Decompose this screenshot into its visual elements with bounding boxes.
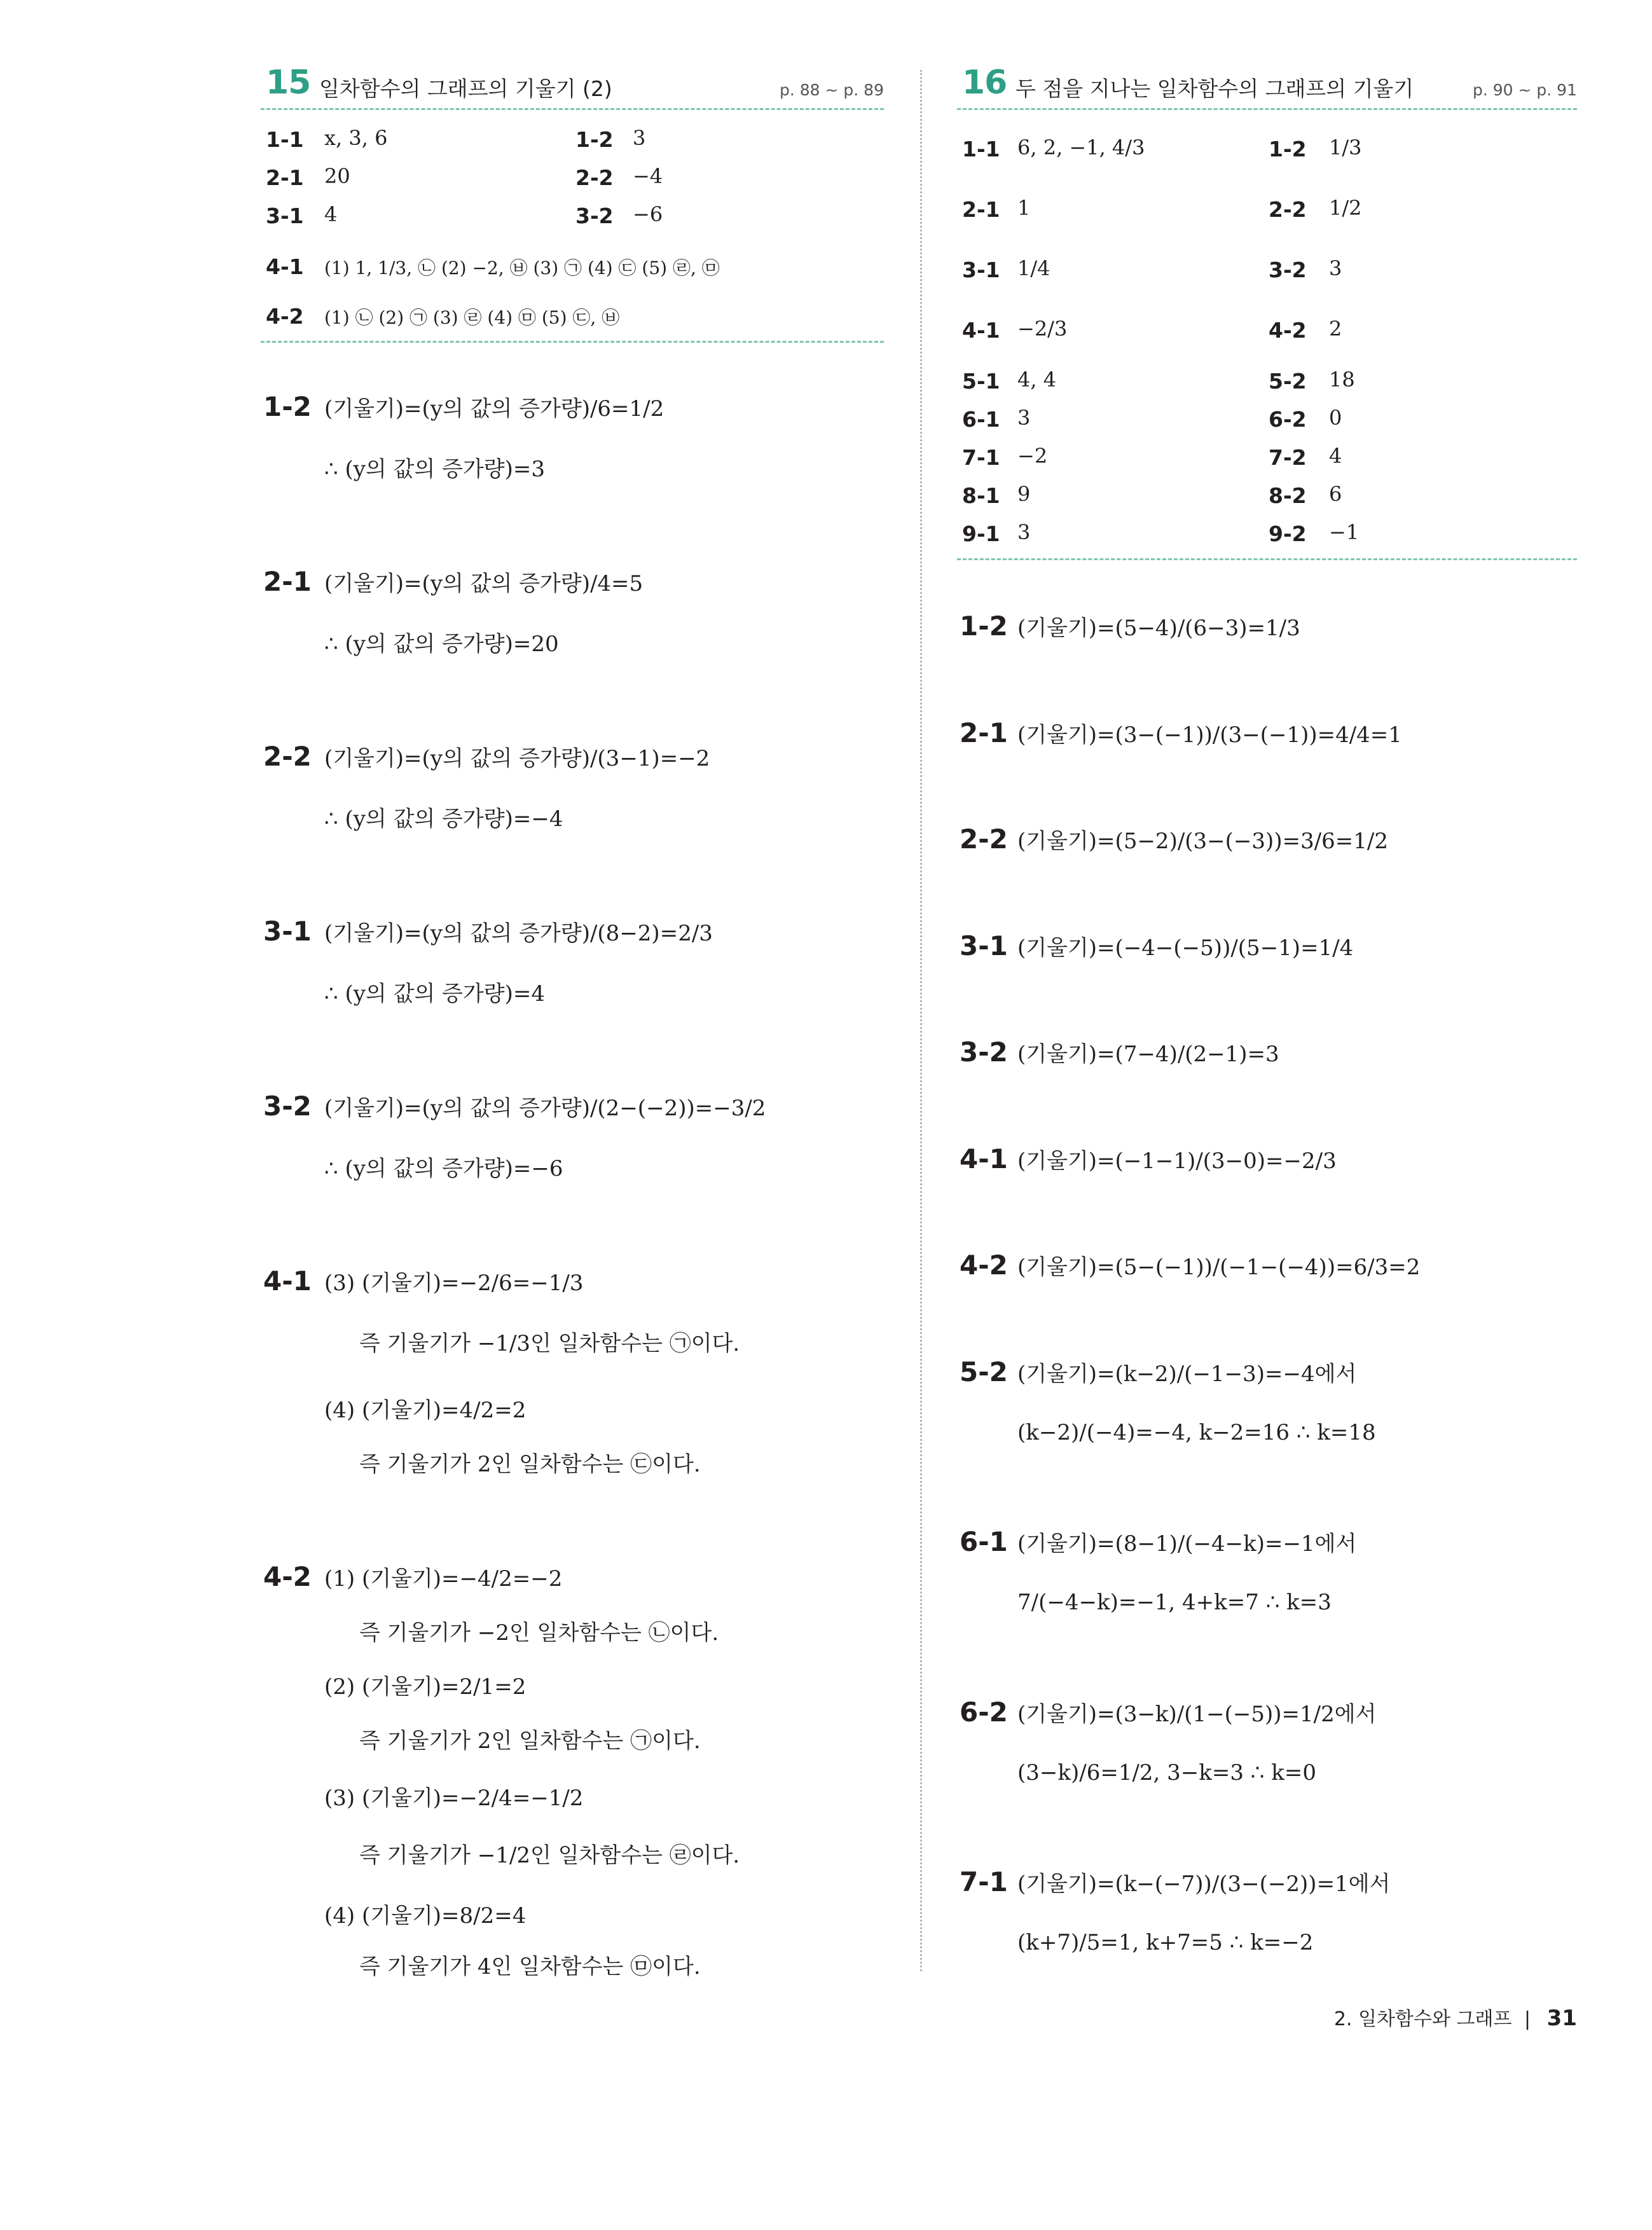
answer-label: 2-2 (575, 165, 614, 190)
solution-line: 즉 기울기가 −1/3인 일차함수는 ㉠이다. (359, 1331, 740, 1356)
answer-value: −4 (633, 164, 663, 188)
answer-value: 3 (1017, 520, 1031, 544)
solution-line: (k+7)/5=1, k+7=5 ∴ k=−2 (1017, 1930, 1314, 1955)
solution-line: (기울기)=(5−2)/(3−(−3))=3/6=1/2 (1017, 829, 1388, 854)
solution-line: (기울기)=(3−k)/(1−(−5))=1/2에서 (1017, 1702, 1377, 1727)
page-footer (1334, 2003, 1577, 2031)
column-divider (920, 70, 922, 1971)
answer-label: 1-2 (575, 127, 614, 152)
solution-line: ∴ (y의 값의 증가량)=3 (324, 457, 545, 482)
answers-divider (261, 341, 884, 343)
answer-label: 3-1 (266, 203, 304, 228)
chapter-title: 2. 일차함수와 그래프 (1333, 2008, 1512, 2030)
answer-value: 4 (324, 202, 338, 226)
answer-value: 4 (1329, 444, 1342, 468)
solution-line: 7/(−4−k)=−1, 4+k=7 ∴ k=3 (1017, 1590, 1332, 1615)
answer-label: 2-1 (962, 197, 1000, 222)
section-16-header (957, 64, 1577, 108)
solution-line: (기울기)=(k−(−7))/(3−(−2))=1에서 (1017, 1871, 1391, 1897)
solution-label: 4-1 (263, 1265, 312, 1297)
answer-label: 3-2 (1269, 258, 1307, 282)
solution-line: ∴ (y의 값의 증가량)=−6 (324, 1156, 563, 1181)
solution-label: 3-1 (263, 916, 312, 947)
solution-line: (4) (기울기)=4/2=2 (324, 1398, 527, 1423)
answer-label: 2-2 (1269, 197, 1307, 222)
answer-value: −6 (633, 202, 663, 226)
solution-label: 2-1 (263, 566, 312, 597)
answer-value: 18 (1329, 368, 1355, 392)
solution-line: (기울기)=(−1−1)/(3−0)=−2/3 (1017, 1148, 1337, 1174)
solution-line: 즉 기울기가 4인 일차함수는 ㉤이다. (359, 1954, 701, 1979)
solution-line: (기울기)=(−4−(−5))/(5−1)=1/4 (1017, 935, 1354, 961)
answer-value: 1/2 (1329, 196, 1362, 220)
answer-label: 4-2 (1269, 318, 1307, 343)
solution-label: 4-2 (960, 1249, 1008, 1281)
section-number: 16 (962, 64, 1007, 102)
answer-value: 4, 4 (1017, 368, 1057, 392)
solution-line: (기울기)=(7−4)/(2−1)=3 (1017, 1042, 1279, 1067)
answer-value: (1) 1, 1/3, ㉡ (2) −2, ㉥ (3) ㉠ (4) ㉢ (5) ㉣, ㉤ (324, 258, 720, 279)
solution-line: (1) (기울기)=−4/2=−2 (324, 1566, 563, 1592)
answer-value: 1 (1017, 196, 1031, 220)
answer-value: −2/3 (1017, 317, 1068, 341)
solution-line: ∴ (y의 값의 증가량)=20 (324, 631, 559, 657)
section-15-header (261, 64, 884, 108)
answer-label: 6-2 (1269, 407, 1307, 432)
solution-line: (기울기)=(y의 값의 증가량)/(2−(−2))=−3/2 (324, 1096, 766, 1121)
solution-label: 3-2 (960, 1036, 1008, 1068)
solution-line: (기울기)=(y의 값의 증가량)/(3−1)=−2 (324, 746, 710, 771)
answer-label: 4-2 (266, 304, 304, 329)
answer-label: 5-1 (962, 369, 1000, 394)
solution-line: (기울기)=(5−4)/(6−3)=1/3 (1017, 616, 1300, 641)
solution-label: 6-2 (960, 1697, 1008, 1728)
solution-label: 3-2 (263, 1091, 312, 1122)
answer-value: 20 (324, 164, 350, 188)
solution-line: (k−2)/(−4)=−4, k−2=16 ∴ k=18 (1017, 1420, 1376, 1445)
answer-label: 7-2 (1269, 445, 1307, 470)
solution-line: (3−k)/6=1/2, 3−k=3 ∴ k=0 (1017, 1760, 1316, 1786)
answer-label: 7-1 (962, 445, 1000, 470)
solution-line: (4) (기울기)=8/2=4 (324, 1903, 527, 1929)
answer-value: −2 (1017, 444, 1048, 468)
solution-line: (3) (기울기)=−2/4=−1/2 (324, 1786, 584, 1811)
answers-divider (957, 558, 1577, 560)
answer-value: 6 (1329, 482, 1342, 506)
page-reference: p. 90 ~ p. 91 (1473, 81, 1577, 99)
answer-value: 0 (1329, 406, 1342, 430)
answer-label: 6-1 (962, 407, 1000, 432)
solution-label: 4-2 (263, 1561, 312, 1592)
solution-label: 1-2 (263, 391, 312, 422)
section-number: 15 (266, 64, 311, 102)
solution-line: 즉 기울기가 −1/2인 일차함수는 ㉣이다. (359, 1843, 740, 1868)
answer-label: 8-2 (1269, 483, 1307, 508)
solution-label: 5-2 (960, 1356, 1008, 1387)
footer-separator: | (1524, 2008, 1531, 2030)
solution-line: 즉 기울기가 2인 일차함수는 ㉠이다. (359, 1728, 701, 1754)
solution-label: 4-1 (960, 1143, 1008, 1174)
answer-value: 9 (1017, 482, 1031, 506)
solution-line: (기울기)=(5−(−1))/(−1−(−4))=6/3=2 (1017, 1255, 1421, 1280)
section-title: 일차함수의 그래프의 기울기 (2) (319, 76, 612, 101)
solution-label: 7-1 (960, 1866, 1008, 1897)
solution-label: 2-2 (263, 741, 312, 772)
answer-value: 3 (633, 126, 646, 150)
answer-label: 8-1 (962, 483, 1000, 508)
solution-label: 2-1 (960, 717, 1008, 748)
solution-label: 1-2 (960, 610, 1008, 642)
section-title: 두 점을 지나는 일차함수의 그래프의 기울기 (1015, 76, 1414, 101)
solution-line: 즉 기울기가 −2인 일차함수는 ㉡이다. (359, 1620, 719, 1646)
solution-label: 6-1 (960, 1526, 1008, 1557)
answer-label: 1-1 (962, 137, 1000, 162)
solution-line: (기울기)=(y의 값의 증가량)/4=5 (324, 571, 644, 596)
answer-value: 6, 2, −1, 4/3 (1017, 135, 1145, 160)
header-divider (957, 108, 1577, 110)
solution-line: (기울기)=(3−(−1))/(3−(−1))=4/4=1 (1017, 722, 1402, 748)
answer-label: 4-1 (962, 318, 1000, 343)
header-divider (261, 108, 884, 110)
solution-label: 3-1 (960, 930, 1008, 961)
answer-value: x, 3, 6 (324, 126, 388, 150)
answer-value: 3 (1017, 406, 1031, 430)
answer-label: 3-1 (962, 258, 1000, 282)
answer-label: 1-1 (266, 127, 304, 152)
answer-label: 9-1 (962, 521, 1000, 546)
answer-label: 5-2 (1269, 369, 1307, 394)
solution-line: (기울기)=(k−2)/(−1−3)=−4에서 (1017, 1361, 1357, 1387)
solution-line: (3) (기울기)=−2/6=−1/3 (324, 1270, 584, 1296)
solution-line: (기울기)=(y의 값의 증가량)/(8−2)=2/3 (324, 921, 713, 946)
solution-line: ∴ (y의 값의 증가량)=4 (324, 981, 545, 1007)
answer-value: 1/4 (1017, 256, 1050, 280)
solution-line: 즉 기울기가 2인 일차함수는 ㉢이다. (359, 1452, 701, 1477)
answer-label: 2-1 (266, 165, 304, 190)
answer-value: 1/3 (1329, 135, 1362, 160)
solution-line: (기울기)=(y의 값의 증가량)/6=1/2 (324, 396, 664, 422)
page-number: 31 (1546, 2006, 1577, 2031)
solution-line: (2) (기울기)=2/1=2 (324, 1674, 527, 1700)
page-reference: p. 88 ~ p. 89 (780, 81, 884, 99)
solution-line: (기울기)=(8−1)/(−4−k)=−1에서 (1017, 1531, 1357, 1557)
answer-label: 1-2 (1269, 137, 1307, 162)
answer-value: −1 (1329, 520, 1359, 544)
answer-label: 9-2 (1269, 521, 1307, 546)
answer-label: 3-2 (575, 203, 614, 228)
solution-line: ∴ (y의 값의 증가량)=−4 (324, 806, 563, 832)
answer-value: 3 (1329, 256, 1342, 280)
answer-value: (1) ㉡ (2) ㉠ (3) ㉣ (4) ㉤ (5) ㉢, ㉥ (324, 307, 620, 328)
answer-label: 4-1 (266, 254, 304, 279)
answer-value: 2 (1329, 317, 1342, 341)
solution-label: 2-2 (960, 823, 1008, 855)
